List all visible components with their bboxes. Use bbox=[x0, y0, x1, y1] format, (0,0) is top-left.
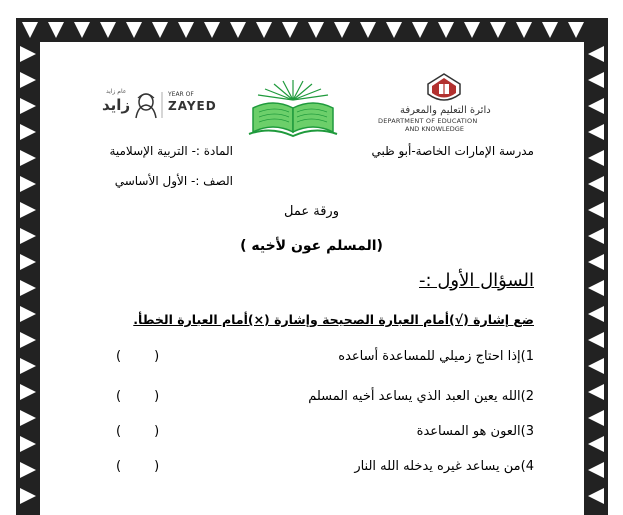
adek-english-line1: DEPARTMENT OF EDUCATION bbox=[378, 117, 478, 125]
item-number: 4) bbox=[520, 459, 534, 474]
item-text: من يساعد غيره يدخله الله النار bbox=[354, 459, 521, 474]
answer-box[interactable]: ( ) bbox=[116, 389, 160, 404]
item-number: 1) bbox=[520, 349, 534, 364]
item-text: العون هو المساعدة bbox=[416, 424, 521, 439]
item-number: 3) bbox=[520, 424, 534, 439]
zayed-label: ZAYED bbox=[168, 99, 217, 113]
zayed-arabic-brand: زايد bbox=[102, 96, 131, 114]
worksheet-title: ورقة عمل bbox=[284, 204, 339, 219]
year-of-zayed-logo bbox=[80, 88, 220, 122]
answer-box[interactable]: ( ) bbox=[116, 459, 160, 474]
adek-english-line2: AND KNOWLEDGE bbox=[405, 125, 464, 133]
question-item bbox=[354, 459, 534, 474]
answer-box[interactable]: ( ) bbox=[116, 349, 160, 364]
grade-line: الصف :- الأول الأساسي bbox=[114, 174, 233, 188]
worksheet-subtitle: (المسلم عون لأخيه ) bbox=[240, 238, 383, 254]
item-number: 2) bbox=[520, 389, 534, 404]
question-instruction: ضع إشارة (√)أمام العبارة الصحيحة وإشارة (×)أمام العبارة الخطأ. bbox=[133, 312, 534, 327]
question-item bbox=[338, 349, 534, 364]
question-heading: السؤال الأول :- bbox=[419, 270, 534, 291]
question-item bbox=[417, 424, 534, 439]
open-book-icon bbox=[247, 78, 339, 138]
school-name: مدرسة الإمارات الخاصة-أبو ظبي bbox=[371, 144, 534, 158]
zayed-arabic-small: عام زايد bbox=[106, 88, 127, 95]
adek-arabic-name: دائرة التعليم والمعرفة bbox=[400, 105, 491, 116]
item-text: إذا احتاج زميلي للمساعدة أساعده bbox=[338, 349, 521, 364]
subject-line: المادة :- التربية الإسلامية bbox=[109, 144, 233, 158]
question-item bbox=[308, 389, 534, 404]
adek-emblem-icon bbox=[424, 72, 464, 106]
adek-logo bbox=[372, 72, 512, 132]
item-text: الله يعين العبد الذي يساعد أخيه المسلم bbox=[308, 389, 521, 404]
year-of-label: YEAR OF bbox=[168, 91, 194, 98]
answer-box[interactable]: ( ) bbox=[116, 424, 160, 439]
